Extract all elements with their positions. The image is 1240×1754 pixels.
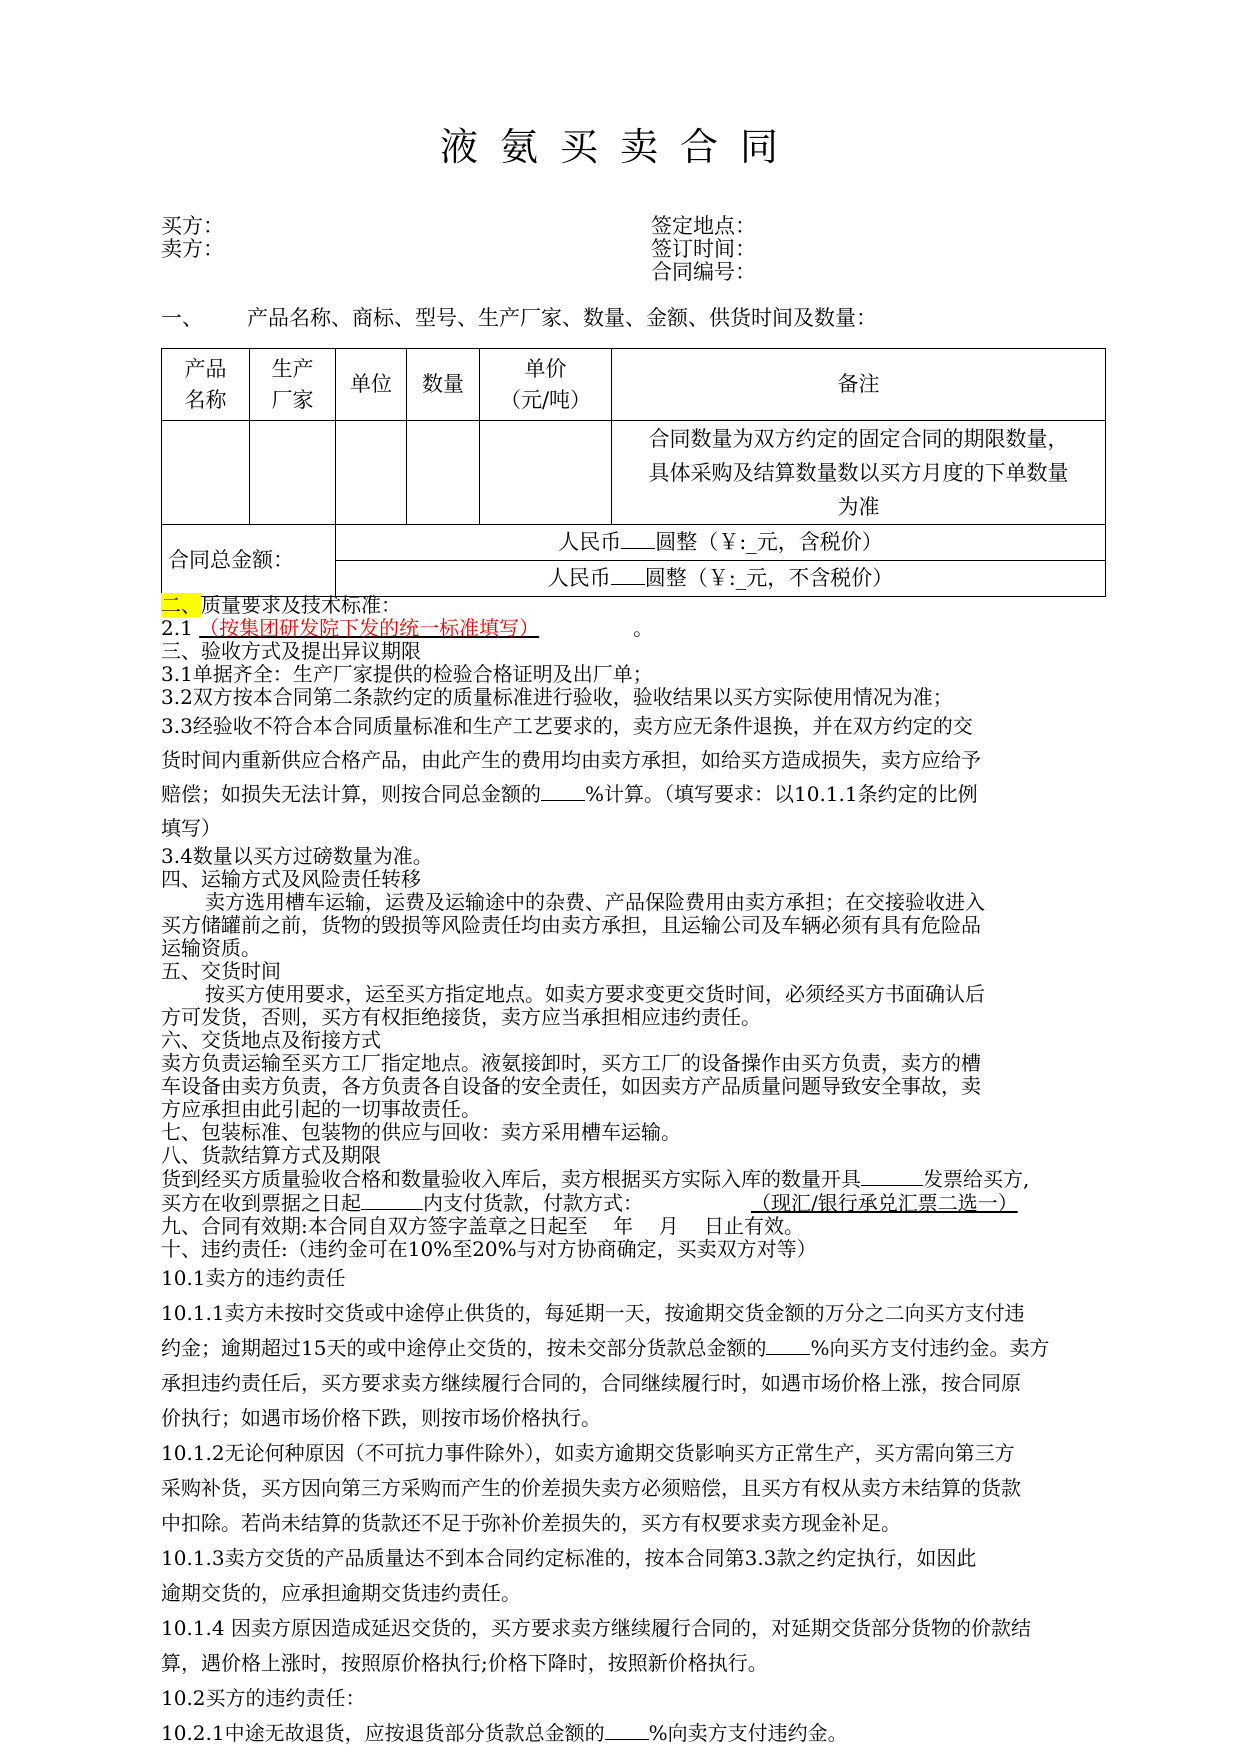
section-4-heading: 四、运输方式及风险责任转移 (161, 867, 421, 891)
clause-10-1-1-line-1: 10.1.1卖方未按时交货或中途停止供货的，每延期一天，按逾期交货金额的万分之二向买方支付违 (161, 1301, 1025, 1325)
cell-unit-price (480, 421, 612, 525)
section-6-line-3: 方应承担由此引起的一切事故责任。 (161, 1097, 481, 1121)
section-8-line-1: 货到经买方质量验收合格和数量验收入库后，卖方根据买方实际入库的数量开具 发票给买方, (161, 1167, 1030, 1191)
cell-quantity (407, 421, 480, 525)
cell-manufacturer (250, 421, 336, 525)
section-5-heading: 五、交货时间 (161, 959, 281, 983)
clause-10-1-1-line-4: 价执行；如遇市场价格下跌，则按市场价格执行。 (161, 1406, 601, 1430)
product-table (161, 348, 1106, 597)
clause-3-4: 3.4数量以买方过磅数量为准。 (161, 844, 433, 868)
header-remark: 备注 (612, 349, 1106, 421)
clause-3-3-line-4: 填写） (161, 816, 221, 840)
clause-10-1: 10.1卖方的违约责任 (161, 1266, 346, 1290)
seller-label: 卖方： (161, 237, 224, 261)
section-5-line-1: 按买方使用要求，运至买方指定地点。如卖方要求变更交货时间，必须经买方书面确认后 (205, 982, 985, 1006)
clause-3-3-line-3: 赔偿；如损失无法计算，则按合同总金额的 %计算。（填写要求：以10.1.1条约定的比例 (161, 782, 978, 806)
total-amount-without-tax: 人民币 圆整（￥:_元，不含税价） (336, 561, 1106, 597)
clause-2-1: 2.1 （按集团研发院下发的统一标准填写） 。 (161, 616, 654, 640)
section-1-number: 一、 (161, 306, 203, 330)
party-block (161, 215, 224, 261)
section-3-heading: 三、验收方式及提出异议期限 (161, 639, 421, 663)
buyer-label: 买方： (161, 214, 224, 238)
section-1-text: 产品名称、商标、型号、生产厂家、数量、金额、供货时间及数量： (247, 306, 877, 330)
clause-3-2: 3.2双方按本合同第二条款约定的质量标准进行验收，验收结果以买方实际使用情况为准； (161, 685, 953, 709)
section-10-heading: 十、违约责任:（违约金可在10%至20%与对方协商确定，买卖双方对等） (161, 1237, 817, 1261)
clause-10-1-3-line-2: 逾期交货的，应承担逾期交货违约责任。 (161, 1581, 521, 1605)
clause-10-1-2-line-3: 中扣除。若尚未结算的货款还不足于弥补价差损失的，买方有权要求卖方现金补足。 (161, 1511, 901, 1535)
header-unit: 单位 (336, 349, 407, 421)
clause-3-1: 3.1单据齐全：生产厂家提供的检验合格证明及出厂单； (161, 662, 653, 686)
clause-10-1-4-line-2: 算，遇价格上涨时，按照原价格执行;价格下降时，按照新价格执行。 (161, 1651, 768, 1675)
header-quantity: 数量 (407, 349, 480, 421)
clause-10-1-4-line-1: 10.1.4 因卖方原因造成延迟交货的，买方要求卖方继续履行合同的，对延期交货部分货物的价款结 (161, 1616, 1031, 1640)
signing-block (651, 215, 756, 284)
section-5-line-2: 方可发货，否则，买方有权拒绝接货，卖方应当承担相应违约责任。 (161, 1005, 761, 1029)
total-amount-with-tax: 人民币 圆整（￥:_元，含税价） (336, 525, 1106, 561)
contract-number-label: 合同编号： (651, 260, 756, 284)
section-6-line-2: 车设备由卖方负责，各方负责各自设备的安全责任，如因卖方产品质量问题导致安全事故，卖 (161, 1074, 981, 1098)
table-header-row (162, 349, 1106, 421)
section-4-line-2: 买方储罐前之前，货物的毁损等风险责任均由卖方承担，且运输公司及车辆必须有具有危险品 (161, 913, 981, 937)
contract-body (161, 594, 1111, 1751)
section-9: 九、合同有效期:本合同自双方签字盖章之日起至 年 月 日止有效。 (161, 1214, 805, 1238)
clause-3-3-line-2: 货时间内重新供应合格产品，由此产生的费用均由卖方承担，如给买方造成损失，卖方应给予 (161, 748, 981, 772)
clause-10-1-2-line-1: 10.1.2无论何种原因（不可抗力事件除外），如卖方逾期交货影响买方正常生产，买方需向第三方 (161, 1441, 1015, 1465)
total-amount-label: 合同总金额： (162, 525, 336, 597)
section-2-heading: 二、质量要求及技术标准： (161, 593, 401, 617)
clause-10-1-2-line-2: 采购补货，买方因向第三方采购而产生的价差损失卖方必须赔偿，且买方有权从卖方未结算的货款 (161, 1476, 1021, 1500)
cell-product-name (162, 421, 250, 525)
header-manufacturer: 生产 厂家 (250, 349, 336, 421)
clause-3-3-line-1: 3.3经验收不符合本合同质量标准和生产工艺要求的，卖方应无条件退换，并在双方约定的交 (161, 714, 973, 738)
cell-unit (336, 421, 407, 525)
header-product-name: 产品 名称 (162, 349, 250, 421)
document-title: 液氨买卖合同 (439, 125, 800, 169)
clause-10-2: 10.2买方的违约责任： (161, 1686, 366, 1710)
cell-remark: 合同数量为双方约定的固定合同的期限数量， 具体采购及结算数量数以买方月度的下单数量 为准 (612, 421, 1106, 525)
section-4-line-3: 运输资质。 (161, 936, 261, 960)
quality-standard-note: （按集团研发院下发的统一标准填写） (199, 616, 540, 640)
clause-10-2-1: 10.2.1中途无故退货，应按退货部分货款总金额的 %向卖方支付违约金。 (161, 1721, 848, 1745)
section-1-heading (161, 302, 877, 332)
section-8-heading: 八、货款结算方式及期限 (161, 1143, 381, 1167)
table-row (162, 421, 1106, 525)
clause-10-1-1-line-2: 约金；逾期超过15天的或中途停止交货的，按未交部分货款总金额的 %向买方支付违约金。卖方 (161, 1336, 1050, 1360)
section-7: 七、包装标准、包装物的供应与回收：卖方采用槽车运输。 (161, 1120, 681, 1144)
sign-time-label: 签订时间： (651, 237, 756, 261)
header-unit-price: 单价 （元/吨） (480, 349, 612, 421)
section-8-line-2: 买方在收到票据之日起 内支付货款，付款方式： （现汇/银行承兑汇票二选一） (161, 1191, 1018, 1215)
section-6-line-1: 卖方负责运输至买方工厂指定地点。液氨接卸时，买方工厂的设备操作由买方负责，卖方的槽 (161, 1051, 981, 1075)
clause-10-1-3-line-1: 10.1.3卖方交货的产品质量达不到本合同约定标准的，按本合同第3.3款之约定执行，如因此 (161, 1546, 977, 1570)
section-6-heading: 六、交货地点及衔接方式 (161, 1028, 381, 1052)
section-4-line-1: 卖方选用槽车运输，运费及运输途中的杂费、产品保险费用由卖方承担；在交接验收进入 (205, 890, 985, 914)
sign-place-label: 签定地点： (651, 214, 756, 238)
clause-10-1-1-line-3: 承担违约责任后，买方要求卖方继续履行合同的，合同继续履行时，如遇市场价格上涨，按合同原 (161, 1371, 1021, 1395)
total-row-tax (162, 525, 1106, 561)
